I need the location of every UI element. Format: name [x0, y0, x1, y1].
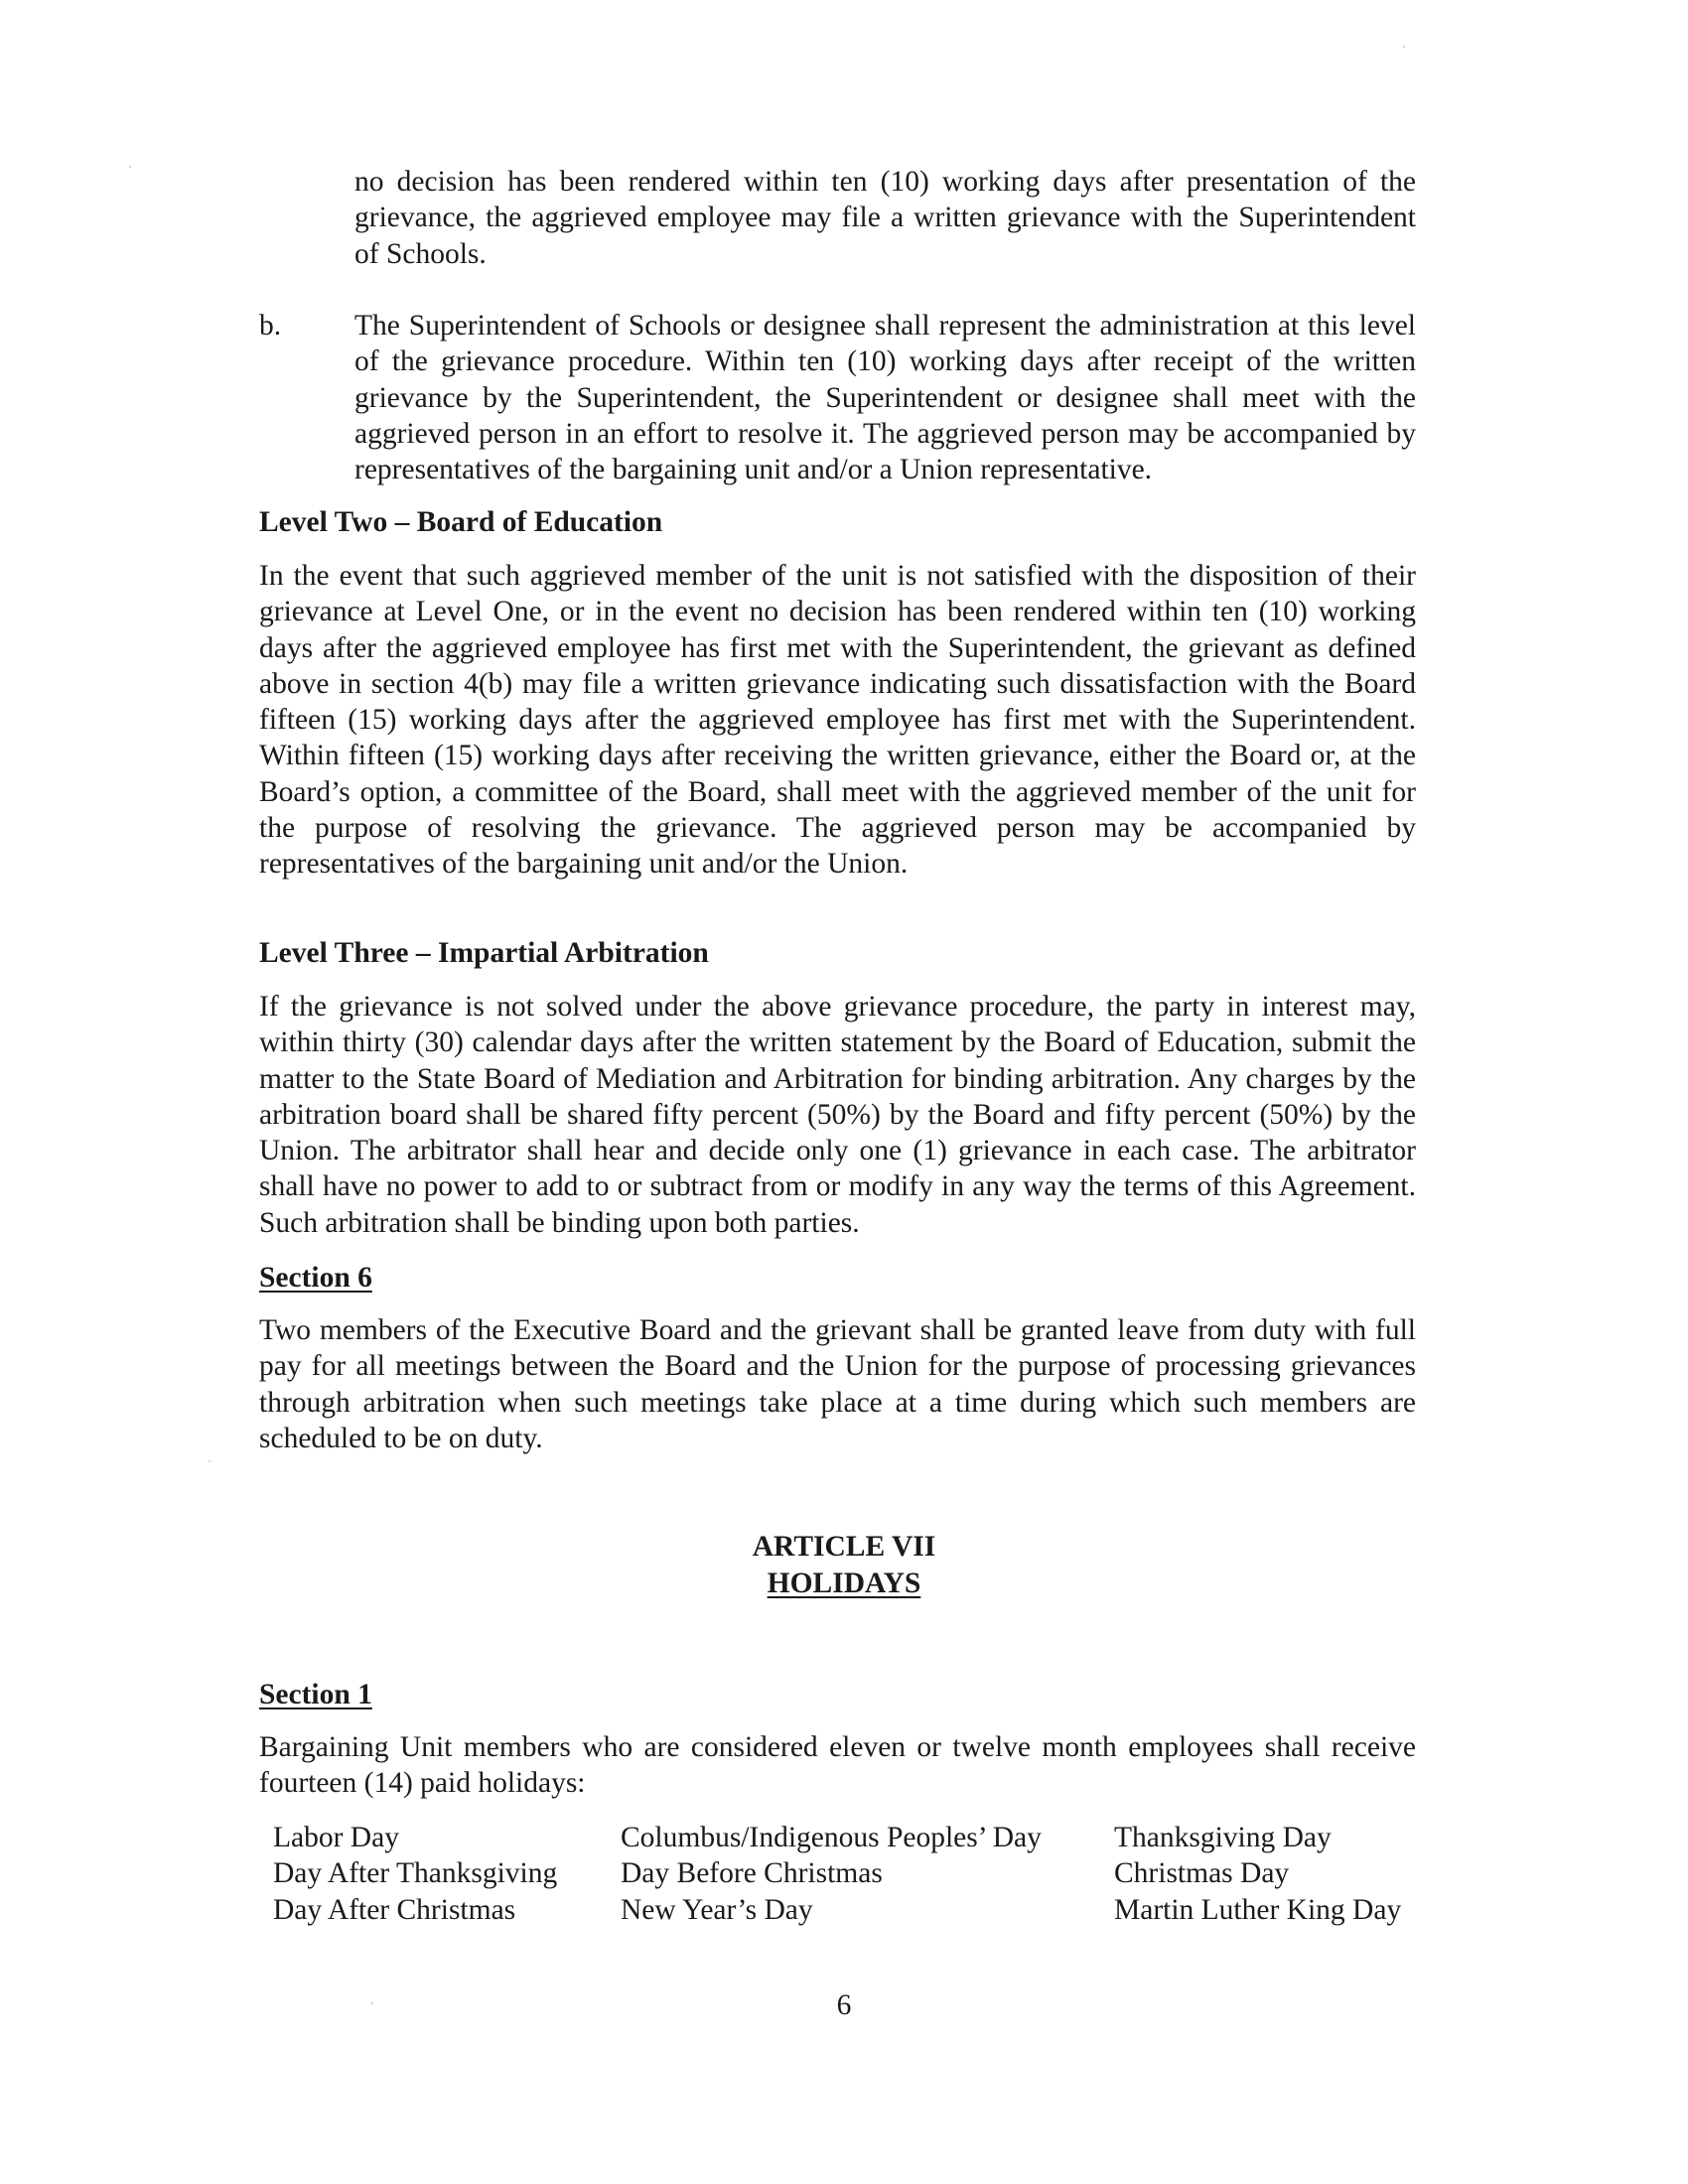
item-b-label: b. [259, 310, 282, 341]
article-title-text: HOLIDAYS [767, 1568, 921, 1599]
holiday-item: Martin Luther King Day [1114, 1893, 1402, 1926]
holiday-item: Christmas Day [1114, 1857, 1290, 1890]
holiday-item: Columbus/Indigenous Peoples’ Day [621, 1822, 1042, 1853]
level-two-heading: Level Two – Board of Education [259, 506, 663, 538]
holiday-column-2 [621, 1820, 1042, 1928]
holiday-item: Day After Christmas [273, 1893, 516, 1926]
holiday-column-1 [273, 1820, 557, 1928]
holiday-item: Day After Thanksgiving [273, 1857, 558, 1890]
article-title [0, 1566, 1688, 1601]
holiday-column-3 [1114, 1820, 1401, 1928]
level-two-text: In the event that such aggrieved member of the unit is not satisfied with the disposition of their grievance at Level One, or in the event no decision has been rendered within ten (10) working days after the aggrieved employee has first met with the Superintendent, the grievant as defined above in section 4(b) may file a written grievance indicating such dissatisfaction with the Board fifteen (15) working days after the aggrieved employee has first met with the Superintendent. Within fifteen (15) working days after receiving the written grievance, either the Board or, at the Board’s option, a committee of the Board, shall meet with the aggrieved member of the unit for the purpose of resolving the grievance. The aggrieved person may be accompanied by representatives of the bargaining unit and/or the Union. [259, 560, 1416, 881]
level-one-continuation-text: no decision has been rendered within ten (10) working days after presentation of the grievance, the aggrieved employee may file a written grievance with the Superintendent of Schools. [354, 166, 1416, 270]
article-number: ARTICLE VII [752, 1531, 936, 1563]
scan-speck [1403, 46, 1405, 48]
level-three-text: If the grievance is not solved under the above grievance procedure, the party in interest may, within thirty (30) calendar days after the written statement by the Board of Education, submit the matter to the State Board of Mediation and Arbitration for binding arbitration. Any charges by the arbitration board shall be shared fifty percent (50%) by the Board and fifty percent (50%) by the Union. The arbitrator shall hear and decide only one (1) grievance in each case. The arbitrator shall have no power to add to or subtract from or modify in any way the terms of this Agreement. Such arbitration shall be binding upon both parties. [259, 991, 1416, 1239]
level-three-heading: Level Three – Impartial Arbitration [259, 937, 709, 969]
scan-speck [371, 2002, 373, 2004]
item-b-text: The Superintendent of Schools or designee shall represent the administration at this level of the grievance procedure. Within ten (10) working days after receipt of the written grievance by the Superintendent, the Superintendent or designee shall meet with the aggrieved person in an effort to resolve it. The aggrieved person may be accompanied by representatives of the bargaining unit and/or a Union representative. [354, 310, 1416, 486]
section-1-heading: Section 1 [259, 1679, 372, 1710]
scan-speck [209, 1460, 211, 1462]
scan-speck [129, 166, 131, 168]
holiday-item: Thanksgiving Day [1114, 1822, 1332, 1853]
holiday-item: Labor Day [273, 1822, 399, 1853]
section-6-heading: Section 6 [259, 1262, 372, 1294]
section-6-text: Two members of the Executive Board and the grievant shall be granted leave from duty with full pay for all meetings between the Board and the Union for the purpose of processing grievances through arbitration when such meetings take place at a time during which such members are scheduled to be on duty. [259, 1314, 1416, 1454]
holiday-item: Day Before Christmas [621, 1857, 883, 1890]
page-number: 6 [836, 1989, 852, 2021]
section-1-text: Bargaining Unit members who are considered eleven or twelve month employees shall receive fourteen (14) paid holidays: [259, 1731, 1416, 1800]
holiday-item: New Year’s Day [621, 1893, 813, 1926]
